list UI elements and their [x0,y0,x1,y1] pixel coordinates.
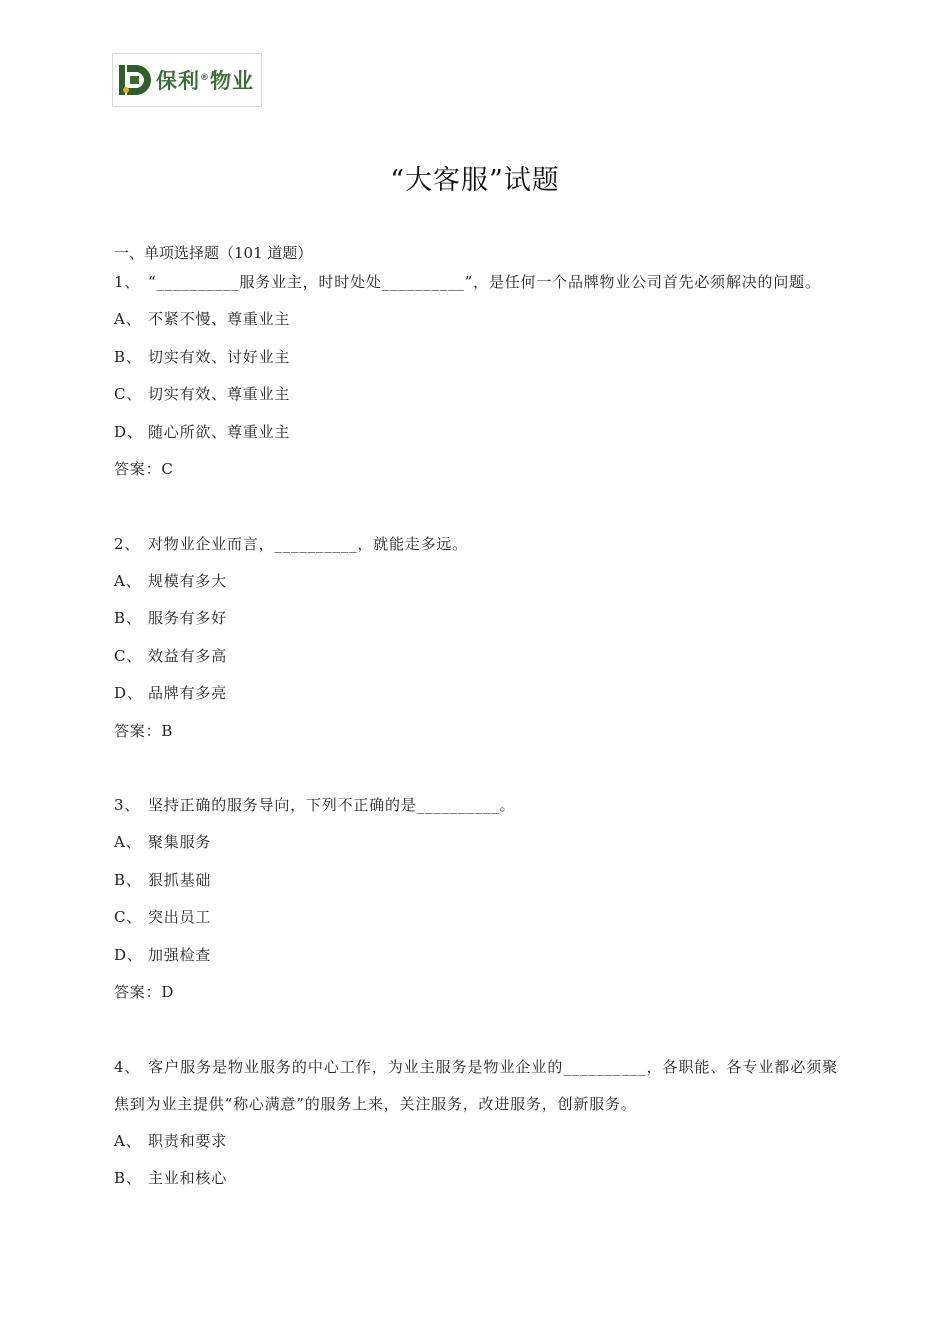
option-d: D、 加强检查 [114,945,212,964]
option-d: D、 品牌有多亮 [114,684,228,702]
option-b: B、 服务有多好 [114,609,228,627]
option-c: C、 切实有效、尊重业主 [114,385,291,403]
question-text: 坚持正确的服务导向，下列不正确的是__________。 [148,796,516,814]
question-4 [114,1049,838,1123]
option-c: C、 突出员工 [114,908,212,926]
company-logo [112,53,262,107]
logo-text: 保利®物业 [156,69,254,93]
answer: 答案：B [114,721,174,740]
option-a: A、 职责和要求 [114,1131,228,1150]
question-text: “__________服务业主，时时处处__________”，是任何一个品牌物业公司首先必须解决的问题。 [148,273,821,291]
question-text: 客户服务是物业服务的中心工作，为业主服务是物业企业的__________，各职能、各专业都必须聚焦到为业主提供“称心满意”的服务上来，关注服务，改进服务，创新服务。 [114,1057,838,1113]
option-a: A、 规模有多大 [114,571,228,590]
option-c: C、 效益有多高 [114,646,228,665]
option-d: D、 随心所欲、尊重业主 [114,422,291,441]
logo-mark-icon [118,62,154,98]
option-a: A、 聚集服务 [114,833,212,851]
answer: 答案：C [114,460,174,478]
document-body [114,242,838,1198]
question-text: 对物业企业而言，__________，就能走多远。 [148,534,469,553]
question-1 [114,264,838,301]
question-3 [114,787,838,824]
question-number: 3、 [114,796,141,814]
option-b: B、 狠抓基础 [114,870,212,889]
question-2 [114,526,838,563]
question-number: 2、 [114,534,141,553]
section-heading: 一、单项选择题（101 道题） [114,244,313,262]
option-b: B、 主业和核心 [114,1169,228,1187]
question-number: 1、 [114,273,141,291]
option-b: B、 切实有效、讨好业主 [114,347,291,366]
question-number: 4、 [114,1057,141,1076]
option-a: A、 不紧不慢、尊重业主 [114,310,291,328]
answer: 答案：D [114,983,175,1001]
page-title: “大客服”试题 [390,165,560,196]
